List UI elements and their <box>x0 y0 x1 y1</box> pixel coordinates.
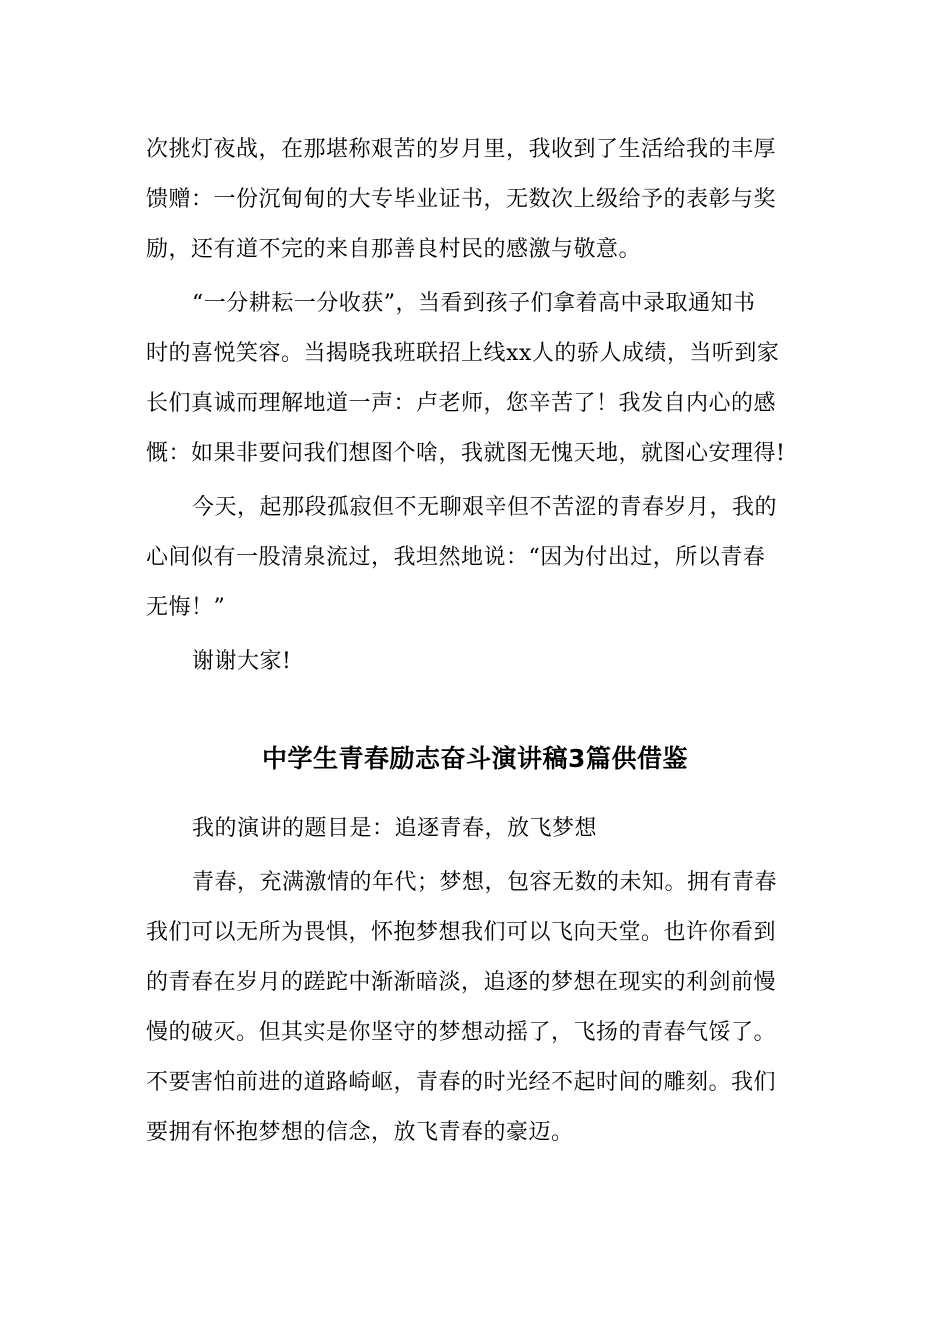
paragraph-line: 我们可以无所为畏惧，怀抱梦想我们可以飞向天堂。也许你看到 <box>146 920 777 945</box>
paragraph-line: 慢的破灭。但其实是你坚守的梦想动摇了，飞扬的青春气馁了。 <box>146 1020 777 1045</box>
paragraph-line: 青春，充满激情的年代；梦想，包容无数的未知。拥有青春 <box>192 870 778 895</box>
paragraph-line: 要拥有怀抱梦想的信念，放飞青春的豪迈。 <box>146 1120 574 1145</box>
speech-topic-line: 我的演讲的题目是：追逐青春，放飞梦想 <box>192 816 598 841</box>
paragraph-line: 长们真诚而理解地道一声：卢老师，您辛苦了！我发自内心的感 <box>146 391 777 416</box>
paragraph-line: 次挑灯夜战，在那堪称艰苦的岁月里，我收到了生活给我的丰厚 <box>146 137 777 162</box>
paragraph-line: 无悔！” <box>146 595 226 620</box>
paragraph-line: 心间似有一股清泉流过，我坦然地说：“因为付出过，所以青春 <box>146 545 766 570</box>
paragraph-line: 的青春在岁月的蹉跎中渐渐暗淡，追逐的梦想在现实的利剑前慢 <box>146 970 777 995</box>
page-title: 中学生青春励志奋斗演讲稿3篇供借鉴 <box>262 744 688 773</box>
closing-line: 谢谢大家! <box>192 649 292 674</box>
paragraph-line: “一分耕耘一分收获”，当看到孩子们拿着高中录取通知书 <box>192 291 756 316</box>
paragraph-line: 馈赠：一份沉甸甸的大专毕业证书，无数次上级给予的表彰与奖 <box>146 187 777 212</box>
paragraph-line: 慨：如果非要问我们想图个啥，我就图无愧天地，就图心安理得! <box>146 441 786 466</box>
paragraph-line: 时的喜悦笑容。当揭晓我班联招上线xx人的骄人成绩，当听到家 <box>146 341 780 366</box>
paragraph-line: 不要害怕前进的道路崎岖，青春的时光经不起时间的雕刻。我们 <box>146 1070 777 1095</box>
paragraph-line: 励，还有道不完的来自那善良村民的感激与敬意。 <box>146 237 642 262</box>
paragraph-line: 今天，起那段孤寂但不无聊艰辛但不苦涩的青春岁月，我的 <box>192 495 778 520</box>
